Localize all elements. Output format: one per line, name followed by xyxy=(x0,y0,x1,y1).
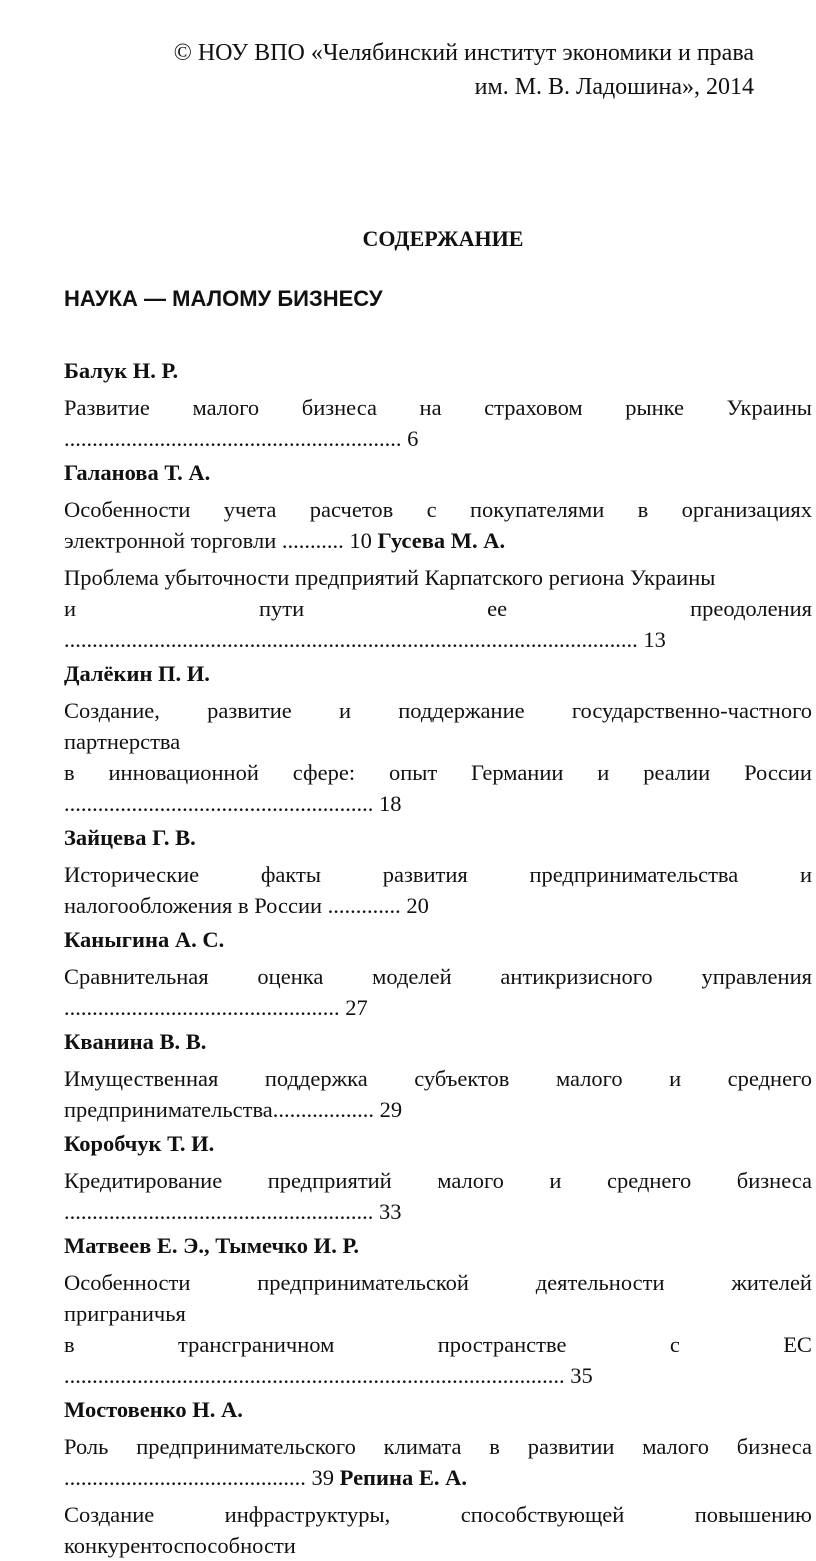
entry-author: Далёкин П. И. xyxy=(64,661,210,686)
word: Имущественная xyxy=(64,1066,219,1091)
word: пути xyxy=(259,596,305,621)
word: климата xyxy=(383,1434,462,1459)
title-line xyxy=(64,1329,812,1360)
word: антикризисного xyxy=(500,964,653,989)
word: предпринимательского xyxy=(136,1434,356,1459)
word: бизнеса xyxy=(736,1168,812,1193)
entry-author: Гусева М. А. xyxy=(377,528,506,553)
title-line xyxy=(64,1431,812,1462)
page-ref-line xyxy=(64,1360,812,1391)
word: Кредитирование xyxy=(64,1168,223,1193)
word: Исторические xyxy=(64,862,200,887)
page-ref-line xyxy=(64,992,812,1023)
word: организациях xyxy=(681,497,812,522)
word: преодоления xyxy=(690,596,812,621)
word: предпринимательской xyxy=(257,1270,469,1295)
page-ref: электронной торговли ........... 10 xyxy=(64,528,372,553)
word: покупателями xyxy=(469,497,605,522)
title-line xyxy=(64,392,812,423)
page-ref-line xyxy=(64,423,812,454)
table-of-contents xyxy=(64,352,812,1561)
word: Создание, xyxy=(64,698,160,723)
word: в xyxy=(64,1332,75,1357)
word: среднего xyxy=(606,1168,692,1193)
word: жителей xyxy=(731,1270,812,1295)
copyright-line-2: им. М. В. Ладошина», 2014 xyxy=(474,74,754,100)
title-line xyxy=(64,859,812,890)
word: деятельности xyxy=(535,1270,665,1295)
page-ref-line xyxy=(64,624,812,655)
word: оценка xyxy=(257,964,324,989)
entry-title xyxy=(64,1165,812,1227)
page-ref: ............................................................ 6 xyxy=(64,426,419,451)
entry-author: Матвеев Е. Э., Тымечко И. Р. xyxy=(64,1233,359,1258)
entry-author: Зайцева Г. В. xyxy=(64,825,196,850)
word: сфере: xyxy=(292,760,356,785)
entry-title xyxy=(64,392,812,454)
word: Украины xyxy=(726,395,812,420)
section-title: НАУКА — МАЛОМУ БИЗНЕСУ xyxy=(64,286,383,311)
title-line xyxy=(64,695,812,726)
title-line xyxy=(64,1165,812,1196)
word: инновационной xyxy=(108,760,259,785)
page-ref-line xyxy=(64,890,812,921)
word: и xyxy=(799,862,812,887)
word: расчетов xyxy=(309,497,394,522)
entry-title xyxy=(64,1499,812,1561)
entry-title xyxy=(64,562,812,655)
word: развитии xyxy=(527,1434,615,1459)
page-ref-line xyxy=(64,1094,812,1125)
title-line xyxy=(64,961,812,992)
contents-title: СОДЕРЖАНИЕ xyxy=(362,226,524,251)
toc-entry[interactable] xyxy=(64,1499,812,1561)
page-ref: ....................................................... 33 xyxy=(64,1199,402,1224)
entry-author: Кванина В. В. xyxy=(64,1029,207,1054)
word: рынке xyxy=(625,395,685,420)
toc-entry[interactable] xyxy=(64,562,812,655)
word: на xyxy=(419,395,442,420)
word: Создание xyxy=(64,1502,155,1527)
word: и xyxy=(338,698,352,723)
word: малого xyxy=(555,1066,623,1091)
word: страховом xyxy=(484,395,583,420)
page-ref: ................................................. 27 xyxy=(64,995,368,1020)
toc-entry[interactable] xyxy=(64,924,812,1023)
entry-author: Галанова Т. А. xyxy=(64,460,211,485)
word: пространстве xyxy=(437,1332,567,1357)
title-line xyxy=(64,1063,812,1094)
word: Особенности xyxy=(64,1270,191,1295)
copyright-line-1: © НОУ ВПО «Челябинский институт экономики и права xyxy=(173,40,754,66)
word: предпринимательства xyxy=(529,862,739,887)
toc-entry[interactable] xyxy=(64,1026,812,1125)
title-line xyxy=(64,1267,812,1298)
entry-title xyxy=(64,859,812,921)
page-ref: ......................................................................................... 35 xyxy=(64,1363,593,1388)
word: опыт xyxy=(388,760,438,785)
entry-author: Коробчук Т. И. xyxy=(64,1131,215,1156)
title-line: Проблема убыточности предприятий Карпатского региона Украины xyxy=(64,565,716,590)
toc-entry[interactable] xyxy=(64,658,812,819)
word: моделей xyxy=(372,964,452,989)
word: предприятий xyxy=(267,1168,392,1193)
page-ref: предпринимательства.................. 29 xyxy=(64,1097,403,1122)
word: малого xyxy=(642,1434,709,1459)
word: малого xyxy=(192,395,260,420)
title-line: приграничья xyxy=(64,1301,186,1326)
page-ref: ...................................................................................................... 13 xyxy=(64,627,666,652)
word: Развитие xyxy=(64,395,150,420)
entry-title xyxy=(64,961,812,1023)
page-ref: налогообложения в России ............. 20 xyxy=(64,893,429,918)
word: субъектов xyxy=(414,1066,510,1091)
word: России xyxy=(744,760,812,785)
toc-entry[interactable] xyxy=(64,1128,812,1227)
page-ref: ........................................... 39 xyxy=(64,1465,334,1490)
word: инфраструктуры, xyxy=(224,1502,391,1527)
word: с xyxy=(426,497,437,522)
page-ref-line xyxy=(64,525,812,556)
word: и xyxy=(549,1168,562,1193)
toc-entry[interactable] xyxy=(64,457,812,556)
word: бизнеса xyxy=(736,1434,812,1459)
word: способствующей xyxy=(460,1502,625,1527)
word: развития xyxy=(382,862,468,887)
toc-entry[interactable] xyxy=(64,1230,812,1391)
word: повышению xyxy=(694,1502,812,1527)
title-line xyxy=(64,593,812,624)
word: реалии xyxy=(643,760,711,785)
word: поддержка xyxy=(264,1066,368,1091)
word: малого xyxy=(437,1168,504,1193)
title-line: конкурентоспособности xyxy=(64,1533,296,1558)
copyright-block xyxy=(174,36,754,104)
word: факты xyxy=(260,862,321,887)
word: Сравнительная xyxy=(64,964,209,989)
toc-entry[interactable] xyxy=(64,822,812,921)
word: Роль xyxy=(64,1434,109,1459)
word: и xyxy=(64,596,77,621)
toc-entry[interactable] xyxy=(64,355,812,454)
word: и xyxy=(669,1066,682,1091)
word: государственно-частного xyxy=(571,698,812,723)
entry-author: Каныгина А. С. xyxy=(64,927,225,952)
word: в xyxy=(637,497,649,522)
word: поддержание xyxy=(398,698,525,723)
word: развитие xyxy=(207,698,292,723)
entry-author: Репина Е. А. xyxy=(339,1465,467,1490)
word: управления xyxy=(701,964,812,989)
word: в xyxy=(489,1434,500,1459)
word: бизнеса xyxy=(301,395,377,420)
word: ЕС xyxy=(783,1332,812,1357)
word: среднего xyxy=(727,1066,812,1091)
word: в xyxy=(64,760,75,785)
entry-title xyxy=(64,1063,812,1125)
title-line xyxy=(64,757,812,788)
word: учета xyxy=(223,497,277,522)
page-ref-line xyxy=(64,1196,812,1227)
entry-title xyxy=(64,494,812,556)
page-ref-line xyxy=(64,1462,812,1493)
entry-title xyxy=(64,1267,812,1391)
toc-entry[interactable] xyxy=(64,1394,812,1493)
title-line: партнерства xyxy=(64,729,181,754)
entry-title xyxy=(64,695,812,819)
page-ref-line xyxy=(64,788,812,819)
page-ref: ....................................................... 18 xyxy=(64,791,402,816)
word: трансграничном xyxy=(177,1332,335,1357)
entry-title xyxy=(64,1431,812,1493)
title-line xyxy=(64,1499,812,1530)
word: с xyxy=(669,1332,680,1357)
word: и xyxy=(597,760,610,785)
title-line xyxy=(64,494,812,525)
word: ее xyxy=(487,596,508,621)
word: Особенности xyxy=(64,497,191,522)
entry-author: Балук Н. Р. xyxy=(64,358,179,383)
entry-author: Мостовенко Н. А. xyxy=(64,1397,243,1422)
word: Германии xyxy=(471,760,564,785)
